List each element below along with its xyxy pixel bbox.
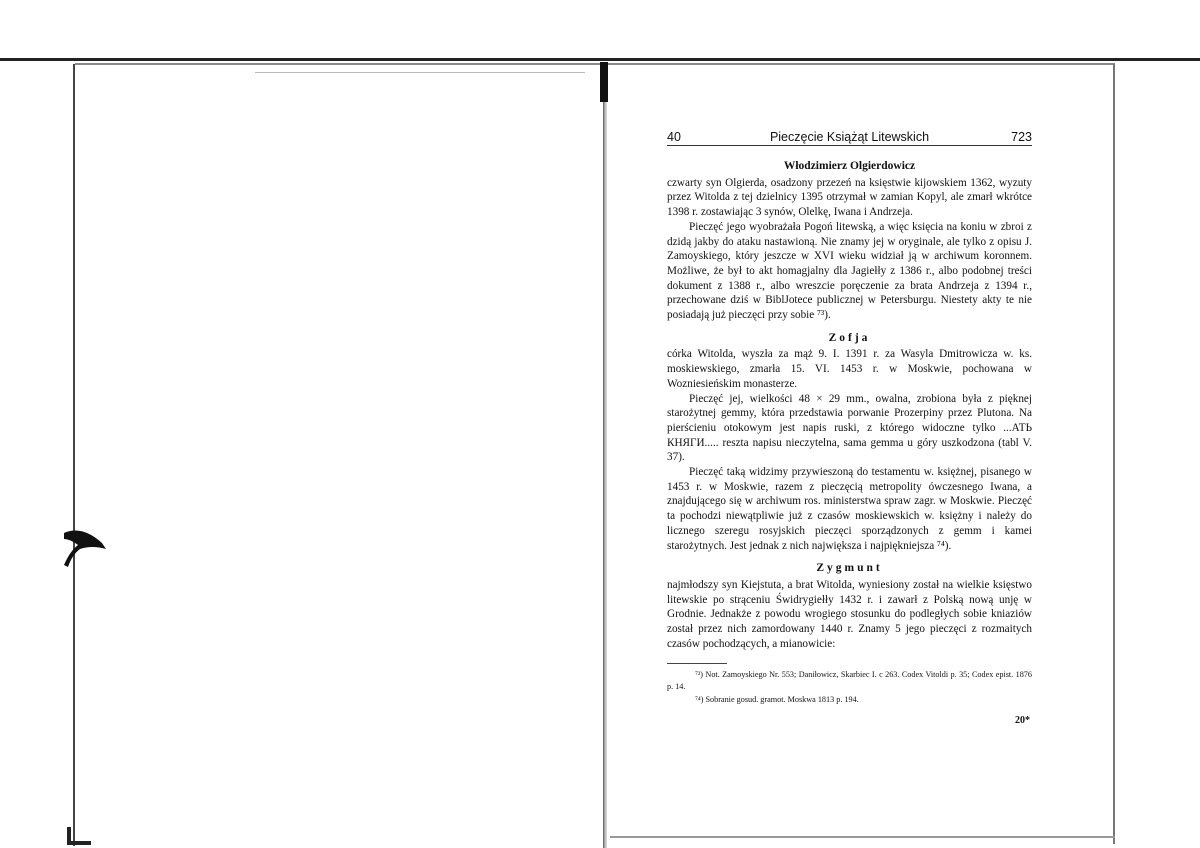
running-header [667, 128, 1032, 146]
bottom-page-edge [610, 836, 1115, 838]
paragraph: najmłodszy syn Kiejstuta, a brat Witolda, wyniesiony został na wielkie księstwo litewskie po strąceniu Świdrygiełły 1432 r. i zawarł z Polską nową unję w Grodnie. Jednakże z powodu wrogiego stosunku do podległych sobie kniaziów został przez nich zamordowany 1440 r. Znamy 5 jego pieczęci z rozmaitych czasów pochodzących, a mianowicie: [667, 578, 1032, 650]
section-heading: Włodzimierz Olgierdowicz [783, 160, 916, 172]
right-page-edge [1113, 64, 1115, 844]
running-title: Pieczęcie Książąt Litewskich [769, 130, 930, 144]
paragraph: czwarty syn Olgierda, osadzony przezeń na księstwie kijowskiem 1362, wyzuty przez Witolda z tej dzielnicy 1395 otrzymał w zamian Kopyl, ale zmarł wkrótce 1398 r. zostawiając 3 synów, Olelkę, Iwana i Andrzeja. [667, 176, 1032, 219]
left-blank-page [73, 64, 606, 846]
signature-mark: 20* [1015, 715, 1030, 726]
footnote: ⁷⁴) Sobranie gosud. gramot. Moskwa 1813 p. 194. [695, 694, 859, 704]
footnote-rule [667, 663, 727, 664]
binding-clip-icon [62, 525, 110, 570]
corner-mark [67, 827, 91, 845]
right-page [667, 128, 1032, 729]
section-heading: Zygmunt [816, 562, 883, 575]
paragraph: Pieczęć jej, wielkości 48 × 29 mm., owalna, zrobiona była z pięknej starożytnej gemmy, która przedstawia porwanie Prozerpiny przez Plutona. Na pierścieniu otokowym jest napis ruski, z którego widoczne tylko ...АТЬ КНЯГИ..... reszta napisu nieczytelna, sama gemma u góry uszkodzona (tabl V. 37). [667, 392, 1032, 464]
paragraph: córka Witolda, wyszła za mąż 9. I. 1391 r. za Wasyla Dmitrowicza w. ks. moskiewskiego, zmarła 15. VI. 1453 r. w Moskwie, pochowana w Wozniesieńskim monasterze. [667, 348, 1032, 390]
paragraph: Pieczęć taką widzimy przywieszoną do testamentu w. księżnej, pisanego w 1453 r. w Moskwie, razem z pieczęcią metropolity ówczesnego Iwana, a znajdującego się w archiwum ros. ministerstwa spraw zagr. w Moskwie. Pieczęć ta pochodzi niewątpliwie już z czasów moskiewskich w. księżny i należy do licznego szeregu rosyjskich pieczęci sporządzonych z gemm i kamei starożytnych. Jest jednak z nich największa i najpiękniejsza ⁷⁴). [667, 466, 1032, 552]
paragraph: Pieczęć jego wyobrażała Pogoń litewską, a więc księcia na koniu w zbroi z dzidą jakby do ataku nastawioną. Nie znamy jej w oryginale, ale tylko z opisu J. Zamoyskiego, który jeszcze w XVI wieku widział ją w archiwum koronnem. Możliwe, że był to akt homagjalny dla Jagiełły z 1386 r., albo podobnej treści dokument z 1388 r., albo wreszcie poręczenie za brata Andrzeja z 1394 r., przechowane dziś w BiblJotece publicznej w Petersburgu. Niestety akty te nie posiadają już pieczęci przy sobie ⁷³). [667, 220, 1032, 322]
section-heading: Zofja [828, 331, 871, 344]
left-page-number: 40 [667, 130, 681, 144]
left-page-faint-rule [255, 72, 585, 73]
right-page-number: 723 [1011, 130, 1032, 144]
spine-mark [600, 62, 608, 102]
book-spine [603, 64, 607, 848]
footnote: ⁷³) Not. Zamoyskiego Nr. 553; Daniłowicz, Skarbiec I. c 263. Codex Vitoldi p. 35; Codex epist. 1876 p. 14. [667, 669, 1032, 691]
scan-top-edge [0, 58, 1200, 61]
